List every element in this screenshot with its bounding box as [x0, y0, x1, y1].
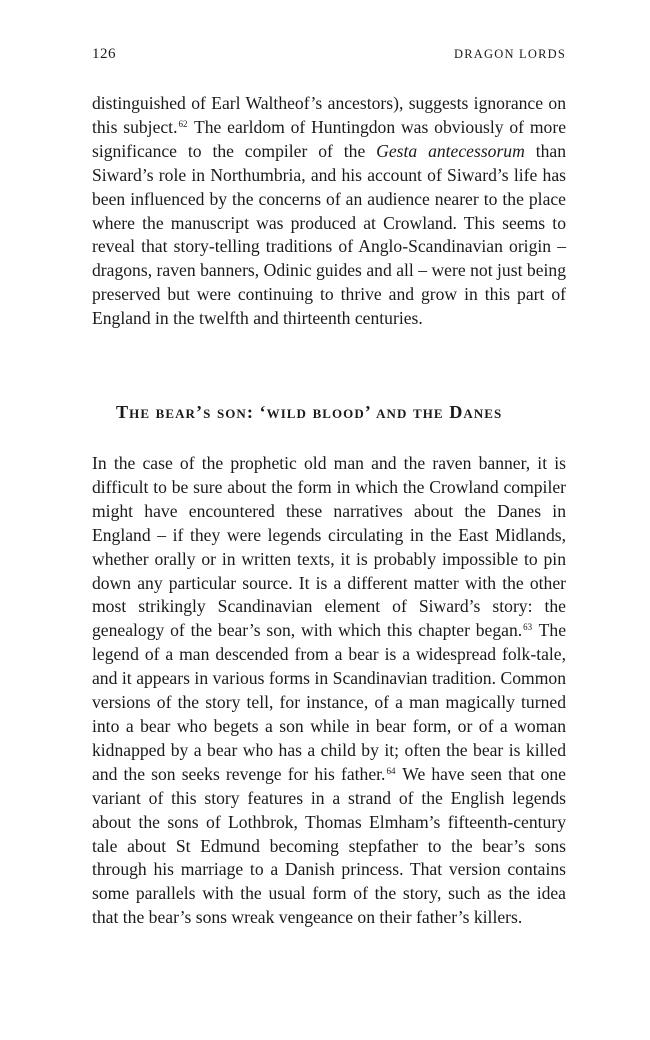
book-page — [92, 0, 566, 1040]
paragraph-1 — [92, 92, 566, 331]
running-title: DRAGON LORDS — [454, 47, 566, 61]
italic-work-title: Gesta antecessorum — [376, 140, 525, 161]
paragraph-2-text-1: In the case of the prophetic old man and the raven banner, it is difficult to be sure about the form in which the Crowland compiler might have encountered these narratives about the Danes in England – if they were legends circulating in the East Midlands, whether orally or in written texts, it is probably impossible to pin down any particular source. It is a different matter with the other most strikingly Scandinavian element of Siward’s story: the genealogy of the bear’s son, with which this chapter began. — [92, 453, 566, 641]
page-number: 126 — [92, 46, 116, 62]
paragraph-1-text-1: distinguished of Earl Waltheof’s ancestors), suggests ignorance on this subject. — [92, 93, 566, 137]
paragraph-2-text-2: The legend of a man descended from a bear is a widespread folk-tale, and it appears in various forms in Scandinavian tradition. Common versions of the story tell, for instance, of a man magically turned into a bear who begets a son while in bear form, or of a woman kidnapped by a bear who has a child by it; often the bear is killed and the son seeks revenge for his father. — [92, 620, 567, 784]
footnote-ref-62[interactable]: 62 — [178, 118, 188, 129]
footnote-ref-64[interactable]: 64 — [386, 765, 396, 776]
paragraph-2-text-3: We have seen that one variant of this story features in a strand of the English legends about the sons of Lothbrok, Thomas Elmham’s fifteenth-century tale about St Edmund becoming stepfather to the bear’s sons through his marriage to a Danish princess. That version contains some parallels with the usual form of the story, such as the idea that the bear’s sons wreak vengeance on their father’s killers. — [92, 763, 566, 928]
paragraph-1-text-2: The earldom of Huntingdon was obviously of more significance to the compiler of the — [92, 116, 566, 161]
running-header — [92, 46, 566, 68]
section-heading: The bear’s son: ‘wild blood’ and the Danes — [116, 402, 503, 422]
paragraph-2 — [92, 452, 566, 930]
paragraph-1-text-3: than Siward’s role in Northumbria, and his account of Siward’s life has been influenced by the concerns of an audience nearer to the place where the manuscript was produced at Crowland. This seems to reveal that story-telling traditions of Anglo-Scandinavian origin – dragons, raven banners, Odinic guides and all – were not just being preserved but were continuing to thrive and grow in this part of England in the twelfth and thirteenth centuries. — [92, 140, 566, 329]
footnote-ref-63[interactable]: 63 — [523, 622, 533, 633]
